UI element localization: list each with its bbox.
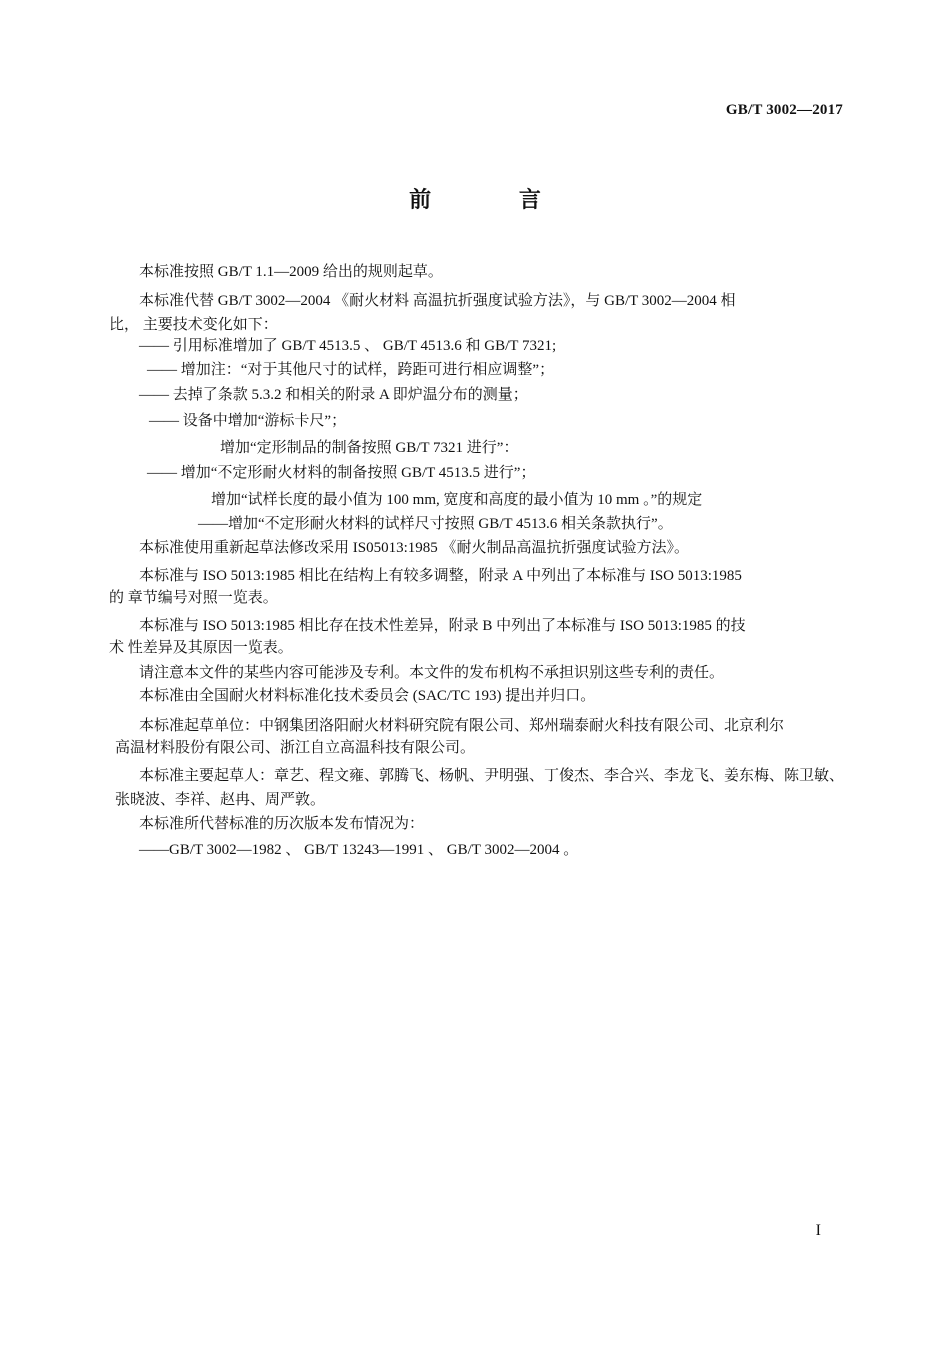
change-item-6: —— 增加“不定形耐火材料的制备按照 GB/T 4513.5 进行”； [147,465,536,481]
standard-code: GB/T 3002—2017 [725,102,843,118]
paragraph-drafting-units-line2: 高温材料股份有限公司、浙江自立高温科技有限公司。 [115,740,476,756]
paragraph-drafting-units-line1: 本标准起草单位：中钢集团洛阳耐火材料研究院有限公司、郑州瑞泰耐火科技有限公司、北京利尔 [139,718,785,734]
paragraph-history-intro: 本标准所代替标准的历次版本发布情况为： [139,816,425,832]
paragraph-proposer: 本标准由全国耐火材料标准化技术委员会 (SAC/TC 193) 提出并归口。 [139,688,596,704]
page-title: 前 言 [409,188,581,213]
paragraph-drafters-line1: 本标准主要起草人：章艺、程文雍、郭腾飞、杨帆、尹明强、丁俊杰、李合兴、李龙飞、姜东梅、陈卫敏、 [139,768,845,784]
paragraph-technical-line1: 本标准与 ISO 5013:1985 相比存在技术性差异，附录 B 中列出了本标准与 ISO 5013:1985 的技 [139,618,746,634]
paragraph-replaces-line2: 比， 主要技术变化如下： [109,317,278,333]
paragraph-drafting-rule: 本标准按照 GB/T 1.1—2009 给出的规则起草。 [139,264,443,280]
change-item-8: ——增加“不定形耐火材料的试样尺寸按照 GB/T 4513.6 相关条款执行”。 [198,516,673,532]
paragraph-adoption: 本标准使用重新起草法修改采用 IS05013:1985 《耐火制品高温抗折强度试验方法》。 [139,540,690,556]
change-item-4: —— 设备中增加“游标卡尺”； [149,413,347,429]
paragraph-structure-line1: 本标准与 ISO 5013:1985 相比在结构上有较多调整，附录 A 中列出了本标准与 ISO 5013:1985 [139,568,742,584]
paragraph-patent: 请注意本文件的某些内容可能涉及专利。本文件的发布机构不承担识别这些专利的责任。 [139,665,725,681]
paragraph-technical-line2: 术 性差异及其原因一览表。 [109,640,293,656]
paragraph-drafters-line2: 张晓波、李祥、赵冉、周严敦。 [115,792,326,808]
change-item-1: —— 引用标准增加了 GB/T 4513.5 、 GB/T 4513.6 和 GB/T 7321; [139,338,557,354]
change-item-2: —— 增加注：“对于其他尺寸的试样，跨距可进行相应调整”； [147,362,555,378]
change-item-3: —— 去掉了条款 5.3.2 和相关的附录 A 即炉温分布的测量； [139,387,528,403]
paragraph-structure-line2: 的 章节编号对照一览表。 [109,590,278,606]
change-item-5: 增加“定形制品的制备按照 GB/T 7321 进行”： [220,440,519,456]
change-item-7: 增加“试样长度的最小值为 100 mm, 宽度和高度的最小值为 10 mm 。”的规定 [211,492,703,508]
page-number: I [815,1222,821,1239]
paragraph-history-list: ——GB/T 3002—1982 、 GB/T 13243—1991 、 GB/T 3002—2004 。 [139,842,579,858]
paragraph-replaces-line1: 本标准代替 GB/T 3002—2004 《耐火材料 高温抗折强度试验方法》，与 GB/T 3002—2004 相 [139,293,736,309]
